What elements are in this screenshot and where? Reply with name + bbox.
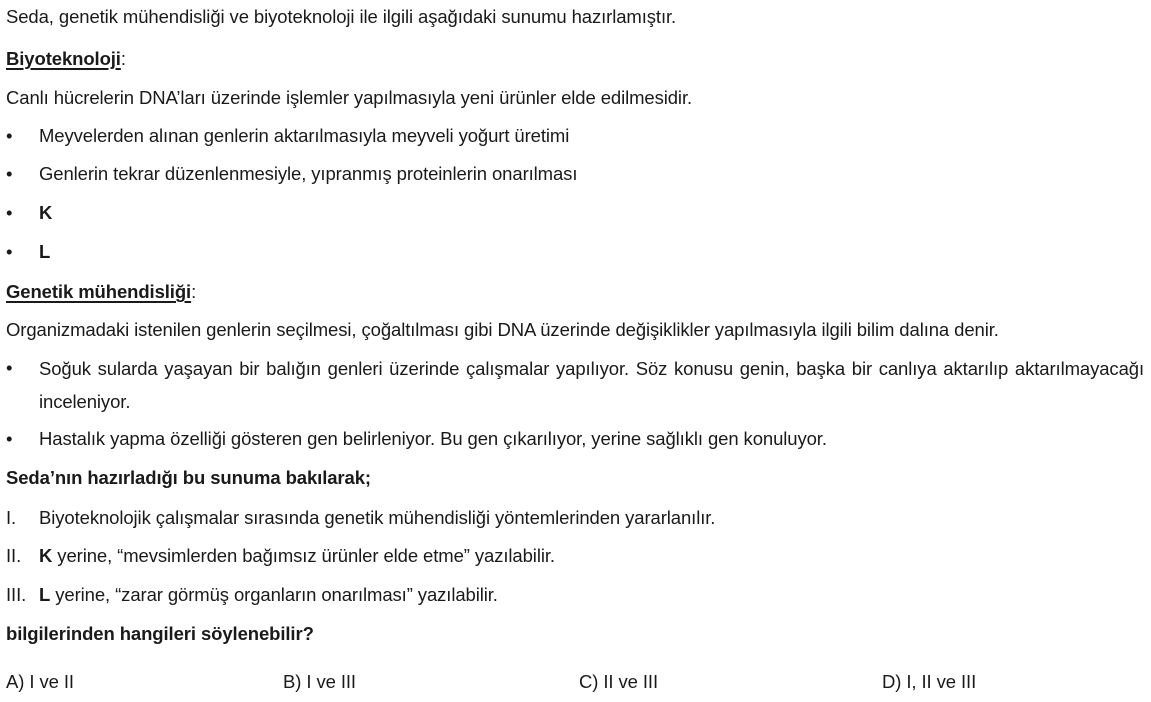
statement-text: yerine, “mevsimlerden bağımsız ürünler elde etme” yazılabilir.: [52, 545, 555, 566]
bullet-text: L: [39, 241, 51, 262]
genetic-heading-text: Genetik mühendisliği: [6, 281, 192, 302]
option-label: B): [283, 671, 302, 692]
bullet-dot: •: [6, 125, 13, 146]
statement-number: I.: [6, 507, 17, 528]
bullet-text: K: [39, 202, 53, 223]
bullet-text: Soğuk sularda yaşayan bir balığın genleri üzerinde çalışmalar yapılıyor. Söz konusu genin, başka bir canlıya aktarılıp aktarılmayacağı inceleniyor.: [39, 358, 1144, 412]
statement-2: [6, 545, 555, 567]
bullet-text: Genlerin tekrar düzenlenmesiyle, yıpranmış proteinlerin onarılması: [39, 163, 578, 184]
biotech-definition: Canlı hücrelerin DNA’ları üzerinde işlemler yapılmasıyla yeni ürünler elde edilmesidir.: [6, 87, 693, 108]
statement-1: [6, 507, 715, 529]
statement-bold: K: [39, 545, 53, 566]
question-lead: Seda’nın hazırladığı bu sunuma bakılarak;: [6, 467, 371, 488]
option-b[interactable]: [283, 671, 356, 693]
option-text: I ve III: [306, 671, 356, 692]
statement-text: yerine, “zarar görmüş organların onarılması” yazılabilir.: [50, 584, 498, 605]
option-a[interactable]: [6, 671, 74, 693]
bullet-dot: •: [6, 202, 13, 223]
bullet-dot: •: [6, 357, 13, 378]
option-label: C): [579, 671, 599, 692]
bullet-text: Meyvelerden alınan genlerin aktarılmasıyla meyveli yoğurt üretimi: [39, 125, 570, 146]
option-label: A): [6, 671, 25, 692]
intro-text: Seda, genetik mühendisliği ve biyoteknoloji ile ilgili aşağıdaki sunumu hazırlamıştır.: [6, 6, 677, 27]
question-text: bilgilerinden hangileri söylenebilir?: [6, 623, 314, 644]
bullet-text: Hastalık yapma özelliği gösteren gen belirleniyor. Bu gen çıkarılıyor, yerine sağlıklı gen konuluyor.: [39, 428, 827, 449]
option-d[interactable]: [882, 671, 976, 693]
statement-3: [6, 584, 498, 606]
statement-number: II.: [6, 545, 22, 566]
genetic-definition: Organizmadaki istenilen genlerin seçilmesi, çoğaltılması gibi DNA üzerinde değişiklikler yapılmasıyla ilgili bilim dalına denir.: [6, 319, 999, 340]
option-text: II ve III: [603, 671, 658, 692]
bullet-dot: •: [6, 163, 13, 184]
option-c[interactable]: [579, 671, 658, 693]
statement-text: Biyoteknolojik çalışmalar sırasında genetik mühendisliği yöntemlerinden yararlanılır.: [39, 507, 716, 528]
genetic-heading: [6, 281, 196, 303]
biotech-heading-text: Biyoteknoloji: [6, 48, 121, 69]
statement-number: III.: [6, 584, 27, 605]
option-label: D): [882, 671, 902, 692]
bullet-dot: •: [6, 241, 13, 262]
bullet-dot: •: [6, 428, 13, 449]
statement-bold: L: [39, 584, 51, 605]
biotech-heading-colon: :: [120, 48, 126, 69]
option-text: I ve II: [29, 671, 74, 692]
biotech-heading: [6, 48, 126, 70]
option-text: I, II ve III: [906, 671, 977, 692]
genetic-heading-colon: :: [191, 281, 197, 302]
